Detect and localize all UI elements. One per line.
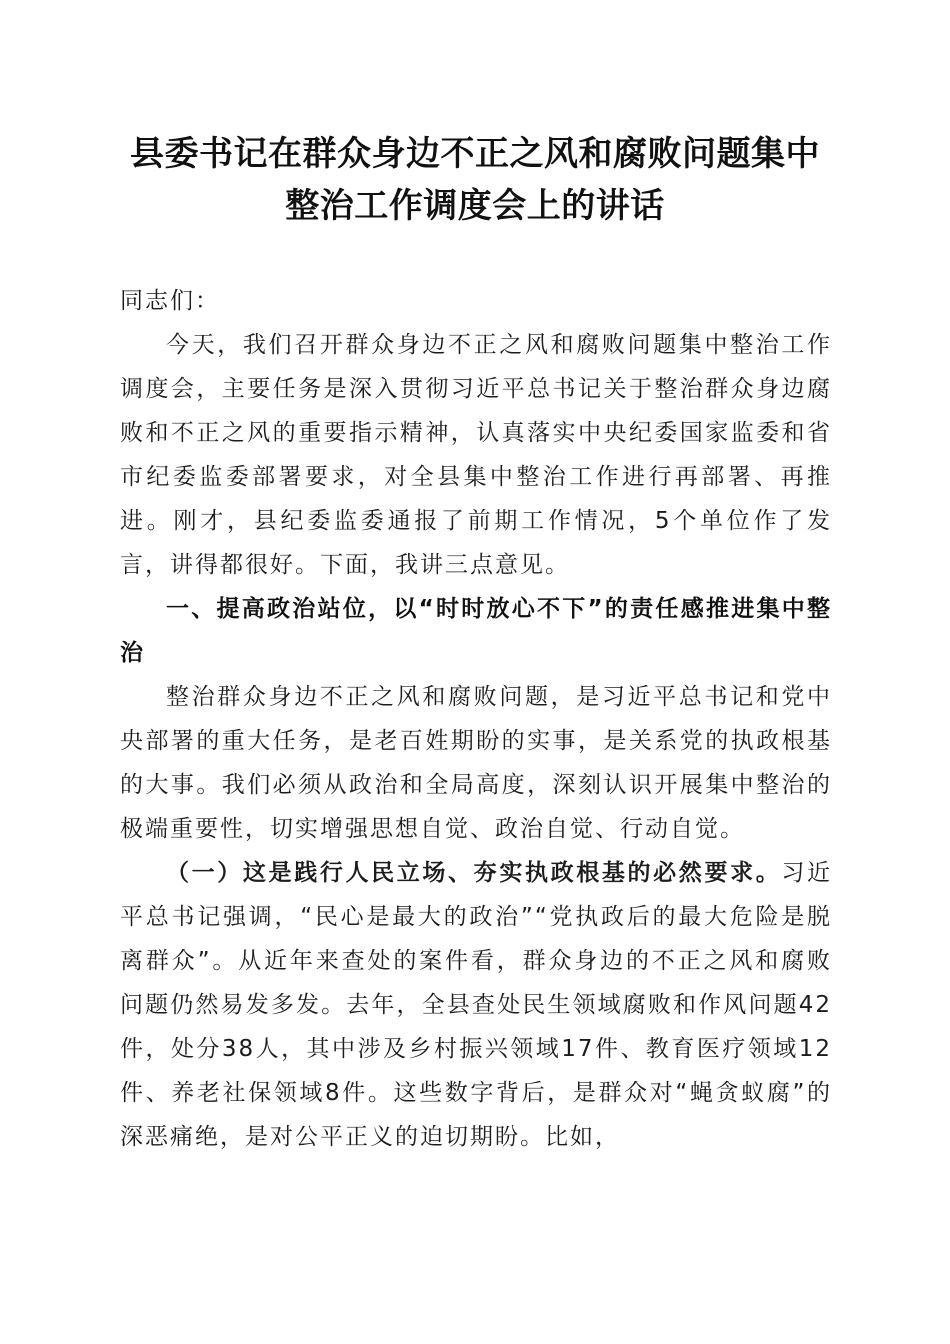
subsection-1-lead: （一）这是践行人民立场、夯实执政根基的必然要求。 [166, 860, 782, 886]
section-heading-1: 一、提高政治站位，以“时时放心不下”的责任感推进集中整治 [120, 596, 832, 666]
document-body [120, 279, 832, 1159]
paragraph-section-1-intro: 整治群众身边不正之风和腐败问题，是习近平总书记和党中央部署的重大任务，是老百姓期盼的实事，是关系党的执政根基的大事。我们必须从政治和全局高度，深刻认识开展集中整治的极端重要性，切实增强思想自觉、政治自觉、行动自觉。 [120, 684, 832, 842]
paragraph-subsection-1 [120, 851, 832, 1159]
title-line-2: 整治工作调度会上的讲话 [285, 186, 665, 226]
title-line-1: 县委书记在群众身边不正之风和腐败问题集中 [130, 134, 820, 174]
document-title [100, 128, 850, 232]
salutation: 同志们： [120, 288, 220, 314]
subsection-1-text: 习近平总书记强调，“民心是最大的政治”“党执政后的最大危险是脱离群众”。从近年来查处的案件看，群众身边的不正之风和腐败问题仍然易发多发。去年，全县查处民生领域腐败和作风问题42件，处分38人，其中涉及乡村振兴领域17件、教育医疗领域12件、养老社保领域8件。这些数字背后，是群众对“蝇贪蚁腐”的深恶痛绝，是对公平正义的迫切期盼。比如， [120, 860, 833, 1150]
paragraph-opening: 今天，我们召开群众身边不正之风和腐败问题集中整治工作调度会，主要任务是深入贯彻习近平总书记关于整治群众身边腐败和不正之风的重要指示精神，认真落实中央纪委国家监委和省市纪委监委部署要求，对全县集中整治工作进行再部署、再推进。刚才，县纪委监委通报了前期工作情况，5个单位作了发言，讲得都很好。下面，我讲三点意见。 [120, 332, 832, 578]
